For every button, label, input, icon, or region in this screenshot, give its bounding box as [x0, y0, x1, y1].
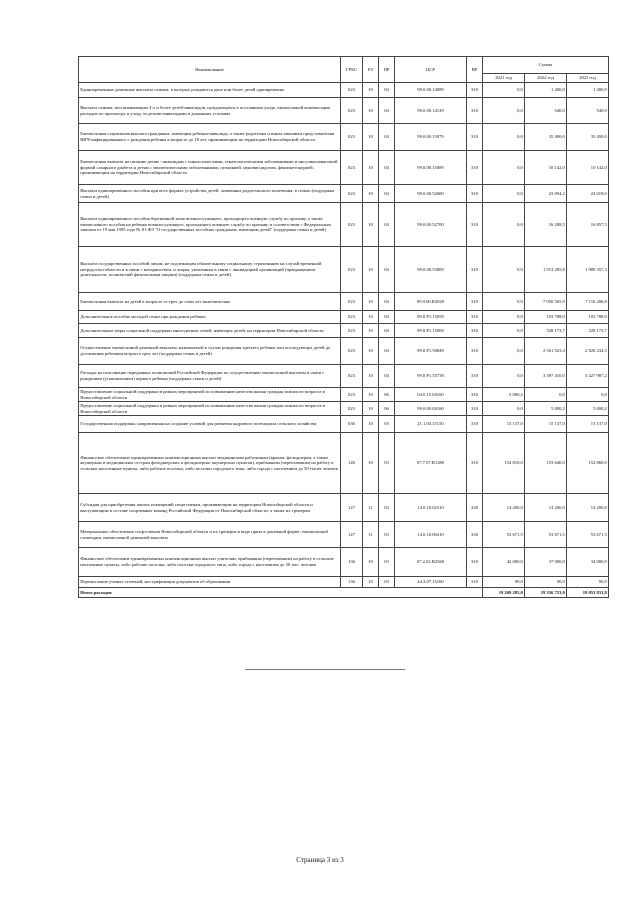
cell-pr: 03 [379, 522, 395, 548]
cell-grbs: 036 [341, 416, 363, 433]
cell-2023: 1 989 357,3 [567, 247, 609, 293]
cell-grbs: 023 [341, 293, 363, 311]
cell-2023: 34 000,0 [567, 548, 609, 577]
cell-2022: 53 671,5 [525, 522, 567, 548]
cell-rz: 10 [363, 311, 379, 324]
cell-vr: 310 [467, 311, 483, 324]
cell-vr: 310 [467, 577, 483, 588]
cell-csr: 21.1.03.15150 [395, 416, 467, 433]
cell-grbs: 023 [341, 83, 363, 98]
cell-2023: 7 116 206,8 [567, 293, 609, 311]
cell-2021: 5 000,2 [483, 388, 525, 402]
cell-2021: 0,0 [483, 203, 525, 247]
cell-pr: 03 [379, 577, 395, 588]
cell-2023: 540,0 [567, 98, 609, 124]
cell-2022: 0,0 [525, 388, 567, 402]
cell-2022: 5 000,2 [525, 402, 567, 416]
cell-2022: 90,0 [525, 577, 567, 588]
cell-rz: 10 [363, 416, 379, 433]
cell-name: Осуществление ежемесячной денежной выплаты, назначаемой в случае рождения третьего ребенка или последующих детей до достижения ребенком возраста трех лет (поддержка семьи и детей) [79, 338, 341, 365]
table-row [79, 203, 609, 247]
budget-table-page [78, 56, 608, 598]
cell-name: Единовременные денежные выплаты семьям, в которых рождаются двое или более детей одновременно [79, 83, 341, 98]
cell-rz: 11 [363, 494, 379, 522]
cell-csr: 99.0.00.14129 [395, 98, 467, 124]
cell-grbs: 127 [341, 494, 363, 522]
cell-pr: 06 [379, 402, 395, 416]
cell-2021: 0,0 [483, 365, 525, 388]
cell-2023: 528 173,7 [567, 324, 609, 338]
cell-2023: 53 671,5 [567, 522, 609, 548]
cell-csr: 04.0.15.04160 [395, 388, 467, 402]
table-row [79, 293, 609, 311]
cell-grbs: 023 [341, 365, 363, 388]
cell-rz: 11 [363, 522, 379, 548]
cell-2022: 35 490,0 [525, 124, 567, 151]
cell-2021: 0,0 [483, 83, 525, 98]
cell-2022: 16 208,5 [525, 203, 567, 247]
cell-2022: 3 397 410,0 [525, 365, 567, 388]
cell-pr: 04 [379, 151, 395, 185]
cell-name: Выплата единовременного пособия беременной жене военнослужащего, проходящего военную службу по призыву, а также ежемесячного пособия на ребенка военнослужащего, проходящего военную службу по призыву, в соответствии с Федеральным законом от 19 мая 1995 года № 81-ФЗ "О государственных пособиях гражданам, имеющим детей" (поддержка семьи и детей) [79, 203, 341, 247]
cell-2022: 1 400,0 [525, 83, 567, 98]
cell-name: Финансовое обеспечение единовременных компенсационных выплат учителям, прибывшим (переехавшим) на работу в сельские населенные пункты, либо рабочие поселки, либо поселки городского типа, либо города с населением до 50 тыс. человек [79, 548, 341, 577]
cell-2022: 2 561 923,4 [525, 338, 567, 365]
cell-rz: 10 [363, 83, 379, 98]
cell-vr: 310 [467, 83, 483, 98]
cell-csr: 14.0.10.06410 [395, 522, 467, 548]
cell-grbs: 023 [341, 185, 363, 203]
cell-2022: 1 913 285,8 [525, 247, 567, 293]
cell-csr: 99.0.00.15079 [395, 124, 467, 151]
header-sum: Сумма [483, 57, 609, 74]
cell-2021: 0,0 [483, 311, 525, 324]
cell-rz: 10 [363, 388, 379, 402]
cell-grbs: 023 [341, 124, 363, 151]
cell-csr: 99.0.00.R3020 [395, 293, 467, 311]
table-row [79, 311, 609, 324]
cell-name: Предоставление социальной поддержки в рамках мероприятий по повышению качества жизни граждан пожилого возраста в Новосибирской области [79, 402, 341, 416]
cell-csr: 07.2.02.R2560 [395, 548, 467, 577]
cell-name: Государственная поддержка, направленная на создание условий для развития кадрового потенциала сельского хозяйства [79, 416, 341, 433]
cell-pr: 03 [379, 433, 395, 494]
cell-grbs: 023 [341, 247, 363, 293]
cell-grbs: 023 [341, 338, 363, 365]
expenditure-table [78, 56, 609, 598]
cell-vr: 310 [467, 124, 483, 151]
cell-2023: 3 427 987,2 [567, 365, 609, 388]
cell-rz: 10 [363, 433, 379, 494]
cell-vr: 310 [467, 402, 483, 416]
cell-rz: 10 [363, 185, 379, 203]
cell-vr: 310 [467, 433, 483, 494]
cell-name: Ежемесячная выплата на детей в возрасте от трех до семи лет включительно [79, 293, 341, 311]
table-row [79, 577, 609, 588]
cell-2022: 540,0 [525, 98, 567, 124]
cell-vr: 310 [467, 548, 483, 577]
cell-vr: 310 [467, 151, 483, 185]
cell-vr: 330 [467, 522, 483, 548]
cell-csr: 14.0.10.02310 [395, 494, 467, 522]
cell-vr: 310 [467, 247, 483, 293]
header-rz: РЗ [363, 57, 379, 83]
cell-csr: 99.0.P1.50849 [395, 338, 467, 365]
cell-name: Дополнительное пособие молодой семье при рождении ребенка [79, 311, 341, 324]
cell-2023: 0,0 [567, 388, 609, 402]
header-year-2021: 2021 год [483, 74, 525, 83]
total-row [79, 588, 609, 598]
cell-2021: 15 137,0 [483, 416, 525, 433]
cell-csr: 99.0.00.14089 [395, 83, 467, 98]
cell-2022: 14 200,0 [525, 494, 567, 522]
cell-2023: 103 788,0 [567, 311, 609, 324]
cell-rz: 10 [363, 293, 379, 311]
cell-vr: 310 [467, 293, 483, 311]
cell-csr: 07.7.07.R1380 [395, 433, 467, 494]
cell-rz: 10 [363, 203, 379, 247]
total-2021: 19 269 285,0 [483, 588, 525, 598]
cell-2022: 153 640,0 [525, 433, 567, 494]
footer-divider [245, 669, 405, 670]
page-number: Страница 3 из 3 [296, 856, 344, 864]
cell-csr: 99.0.P1.15059 [395, 311, 467, 324]
table-body [79, 83, 609, 598]
cell-2022: 103 788,0 [525, 311, 567, 324]
cell-2022: 15 137,0 [525, 416, 567, 433]
cell-2021: 154 810,0 [483, 433, 525, 494]
cell-2023: 90,0 [567, 577, 609, 588]
header-pr: ПР [379, 57, 395, 83]
cell-2023: 24 018,0 [567, 185, 609, 203]
cell-2023: 152 860,0 [567, 433, 609, 494]
cell-2021: 0,0 [483, 124, 525, 151]
cell-pr: 03 [379, 494, 395, 522]
cell-name: Расходы на исполнение переданных полномочий Российской Федерации по осуществлению ежемесячной выплаты в связи с рождением (усыновлением) первого ребенка (поддержка семьи и детей) [79, 365, 341, 388]
cell-2021: 0,0 [483, 247, 525, 293]
table-row [79, 522, 609, 548]
cell-grbs: 126 [341, 433, 363, 494]
cell-pr: 04 [379, 124, 395, 151]
cell-rz: 10 [363, 324, 379, 338]
table-row [79, 388, 609, 402]
header-grbs: ГРБС [341, 57, 363, 83]
cell-csr: 99.0.P1.55739 [395, 365, 467, 388]
cell-2021: 42 000,0 [483, 548, 525, 577]
total-2023: 19 053 831,8 [567, 588, 609, 598]
cell-csr: 99.0.00.53809 [395, 247, 467, 293]
cell-vr: 330 [467, 494, 483, 522]
header-year-2022: 2022 год [525, 74, 567, 83]
cell-grbs: 023 [341, 203, 363, 247]
cell-grbs: 136 [341, 548, 363, 577]
cell-2023: 5 000,2 [567, 402, 609, 416]
cell-2021: 90,0 [483, 577, 525, 588]
cell-grbs: 127 [341, 522, 363, 548]
cell-2023: 10 142,0 [567, 151, 609, 185]
header-csr: ЦСР [395, 57, 467, 83]
cell-pr: 04 [379, 83, 395, 98]
header-vr: ВР [467, 57, 483, 83]
cell-name: Материальное обеспечение спортсменов Новосибирской области и их тренеров в виде приза в денежной форме, ежемесячной стипендии, ежемесячной денежной выплаты [79, 522, 341, 548]
cell-2021: 0,0 [483, 338, 525, 365]
cell-vr: 310 [467, 388, 483, 402]
table-row [79, 124, 609, 151]
cell-csr: 44.3.07.15160 [395, 577, 467, 588]
cell-name: Дополнительные меры социальной поддержки многодетных семей, имеющих детей, на территории Новосибирской области [79, 324, 341, 338]
header-year-2023: 2023 год [567, 74, 609, 83]
cell-pr: 06 [379, 388, 395, 402]
cell-pr: 04 [379, 338, 395, 365]
cell-grbs: 023 [341, 402, 363, 416]
cell-vr: 310 [467, 338, 483, 365]
cell-name: Выплата единовременного пособия при всех формах устройства детей, лишенных родительского попечения, в семью (поддержка семьи и детей) [79, 185, 341, 203]
cell-pr: 04 [379, 365, 395, 388]
table-row [79, 151, 609, 185]
cell-grbs: 023 [341, 151, 363, 185]
cell-pr: 04 [379, 203, 395, 247]
table-row [79, 185, 609, 203]
table-row [79, 416, 609, 433]
cell-rz: 10 [363, 247, 379, 293]
cell-name: Ежемесячная выплата на питание детям - инвалидам с онкологическими, гематологическими заболеваниями и инсулинозависимой формой сахарного диабета и детям с эпилептическими заболеваниями, целиакией, муковисцидозом, фенилкетонурией, проживающим на территории Новосибирской области [79, 151, 341, 185]
cell-rz: 10 [363, 98, 379, 124]
cell-grbs: 023 [341, 98, 363, 124]
table-row [79, 324, 609, 338]
cell-csr: 99.0.00.15089 [395, 151, 467, 185]
cell-rz: 10 [363, 151, 379, 185]
cell-pr: 03 [379, 548, 395, 577]
cell-pr: 03 [379, 416, 395, 433]
cell-2022: 7 050 505,9 [525, 293, 567, 311]
cell-2021: 0,0 [483, 402, 525, 416]
cell-2023: 1 400,0 [567, 83, 609, 98]
table-row [79, 338, 609, 365]
cell-rz: 10 [363, 402, 379, 416]
cell-2021: 0,0 [483, 185, 525, 203]
cell-csr: 99.0.P1.15069 [395, 324, 467, 338]
total-label: Итого расходов [79, 588, 483, 598]
cell-rz: 10 [363, 548, 379, 577]
cell-vr: 310 [467, 185, 483, 203]
cell-2022: 37 000,0 [525, 548, 567, 577]
table-row [79, 98, 609, 124]
cell-rz: 10 [363, 365, 379, 388]
cell-2021: 0,0 [483, 324, 525, 338]
cell-2021: 0,0 [483, 98, 525, 124]
header-name: Наименование [79, 57, 341, 83]
cell-vr: 310 [467, 324, 483, 338]
cell-2021: 0,0 [483, 151, 525, 185]
cell-2023: 15 137,0 [567, 416, 609, 433]
cell-2023: 14 200,0 [567, 494, 609, 522]
cell-2022: 23 094,2 [525, 185, 567, 203]
cell-vr: 310 [467, 365, 483, 388]
cell-name: Финансовое обеспечение единовременных компенсационных выплат медицинским работникам (врачам, фельдшерам, а также акушеркам и медицинским сестрам фельдшерских и фельдшерско-акушерских пунктов), прибывшим (переехавшим) на работу в сельские населенные пункты, либо рабочие поселки, либо поселки городского типа, либо города с населением до 50 тысяч человек [79, 433, 341, 494]
cell-pr: 04 [379, 311, 395, 324]
cell-grbs: 023 [341, 324, 363, 338]
cell-2021: 53 671,5 [483, 522, 525, 548]
cell-name: Ежемесячная социальная выплата гражданам, имеющим ребенка-инвалида, а также родителям и иным законным представителям ВИЧ-инфицированного с рождения ребенка в возрасте до 18 лет, проживающим на территории Новосибирской области [79, 124, 341, 151]
table-row [79, 494, 609, 522]
cell-name: Предоставление социальной поддержки в рамках мероприятий по повышению качества жизни граждан пожилого возраста в Новосибирской области [79, 388, 341, 402]
cell-rz: 10 [363, 338, 379, 365]
cell-vr: 310 [467, 416, 483, 433]
cell-vr: 310 [467, 203, 483, 247]
cell-grbs: 023 [341, 388, 363, 402]
table-row [79, 247, 609, 293]
cell-csr: 99.0.00.52600 [395, 185, 467, 203]
table-row [79, 402, 609, 416]
cell-name: Субсидия для приобретения жилых помещений спортсменам, проживающим на территории Новосибирской области и выступающим в составе спортивных команд Российской Федерации от Новосибирской области, а также их тренерам [79, 494, 341, 522]
cell-2021: 14 200,0 [483, 494, 525, 522]
cell-pr: 04 [379, 324, 395, 338]
cell-pr: 04 [379, 98, 395, 124]
cell-name: Перечисление ученых степеней, нострификация документов об образовании [79, 577, 341, 588]
table-row [79, 433, 609, 494]
cell-2023: 2 820 234,5 [567, 338, 609, 365]
table-row [79, 83, 609, 98]
cell-pr: 04 [379, 293, 395, 311]
cell-name: Выплата семьям, воспитывающим 3-х и более детей-инвалидов, нуждающихся в постоянном уходе, ежемесячной компенсации расходов по присмотру и уходу за детьми-инвалидами в домашних условиях [79, 98, 341, 124]
cell-2022: 10 142,0 [525, 151, 567, 185]
cell-pr: 04 [379, 247, 395, 293]
cell-2023: 16 857,5 [567, 203, 609, 247]
cell-grbs: 023 [341, 311, 363, 324]
cell-2021: 0,0 [483, 293, 525, 311]
total-2022: 19 356 723,0 [525, 588, 567, 598]
cell-pr: 04 [379, 185, 395, 203]
cell-csr: 99.0.00.04160 [395, 402, 467, 416]
cell-vr: 310 [467, 98, 483, 124]
cell-2022: 528 173,7 [525, 324, 567, 338]
cell-grbs: 136 [341, 577, 363, 588]
cell-rz: 10 [363, 577, 379, 588]
table-row [79, 365, 609, 388]
cell-csr: 99.0.00.52700 [395, 203, 467, 247]
cell-name: Выплата государственных пособий лицам, не подлежащим обязательному социальному страхованию на случай временной нетрудоспособности и в связи с материнством, и лицам, уволенным в связи с ликвидацией организаций (прекращением деятельности, полномочий физическими лицами) (поддержка семьи и детей) [79, 247, 341, 293]
cell-rz: 10 [363, 124, 379, 151]
table-row [79, 548, 609, 577]
cell-2023: 35 490,0 [567, 124, 609, 151]
